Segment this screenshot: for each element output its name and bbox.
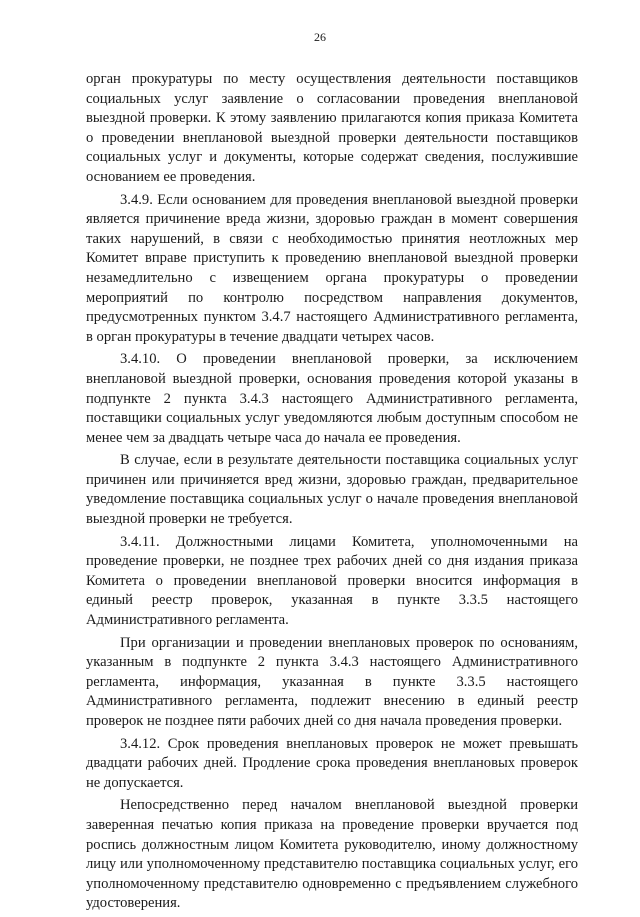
- paragraph-3-4-10: 3.4.10. О проведении внеплановой проверки, за исключением внеплановой выездной проверки, основания проведения которой указаны в подпункте 2 пункта 3.4.3 настоящего Административного регламента, поставщики социальных услуг уведомляются любым доступным способом не менее чем за двадцать четыре часа до начала ее проведения.: [86, 351, 578, 446]
- paragraph-order-delivery: Непосредственно перед началом внеплановой выездной проверки заверенная печатью копия приказа на проведение проверки вручается под роспись должностным лицом Комитета руководителю, иному должностному лицу или уполномоченному представителю поставщика социальных услуг, его уполномоченному представителю одновременно с предъявлением служебного удостоверения.: [86, 797, 578, 912]
- paragraph-3-4-11: 3.4.11. Должностными лицами Комитета, уполномоченными на проведение проверки, не позднее трех рабочих дней со дня издания приказа Комитета о проведении внеплановой проверки вносится информация в единый реестр проверок, указанная в пункте 3.3.5 настоящего Административного регламента.: [86, 533, 578, 629]
- paragraph-3-4-12: 3.4.12. Срок проведения внеплановых проверок не может превышать двадцати рабочих дней. Продление срока проведения внеплановых проверок не допускается.: [86, 735, 578, 791]
- page-number: 26: [314, 30, 326, 44]
- document-body: [86, 70, 578, 917]
- paragraph-harm-case: В случае, если в результате деятельности поставщика социальных услуг причинен или причиняется вред жизни, здоровью граждан, предварительное уведомление поставщика социальных услуг о начале проведения внеплановой выездной проверки не требуется.: [86, 452, 578, 528]
- paragraph-3-4-9: 3.4.9. Если основанием для проведения внеплановой выездной проверки является причинение вреда жизни, здоровью граждан в момент совершения таких нарушений, в связи с необходимостью принятия неотложных мер Комитет вправе приступить к проведению внеплановой выездной проверки незамедлительно с извещением органа прокуратуры о проведении мероприятий по контролю посредством направления документов, предусмотренных пунктом 3.4.7 настоящего Административного регламента, в орган прокуратуры в течение двадцати четырех часов.: [86, 191, 578, 345]
- paragraph-1: орган прокуратуры по месту осуществления деятельности поставщиков социальных услуг заявление о согласовании проведения внеплановой выездной проверки. К этому заявлению прилагаются копия приказа Комитета о проведении внеплановой выездной проверки деятельности поставщиков социальных услуг и документы, которые содержат сведения, послужившие основанием ее проведения.: [86, 71, 578, 185]
- paragraph-registry: При организации и проведении внеплановых проверок по основаниям, указанным в подпункте 2 пункта 3.4.3 настоящего Административного регламента, информация, указанная в пункте 3.3.5 настоящего Административного регламента, подлежит внесению в единый реестр проверок не позднее пяти рабочих дней со дня начала проведения проверки.: [86, 634, 578, 729]
